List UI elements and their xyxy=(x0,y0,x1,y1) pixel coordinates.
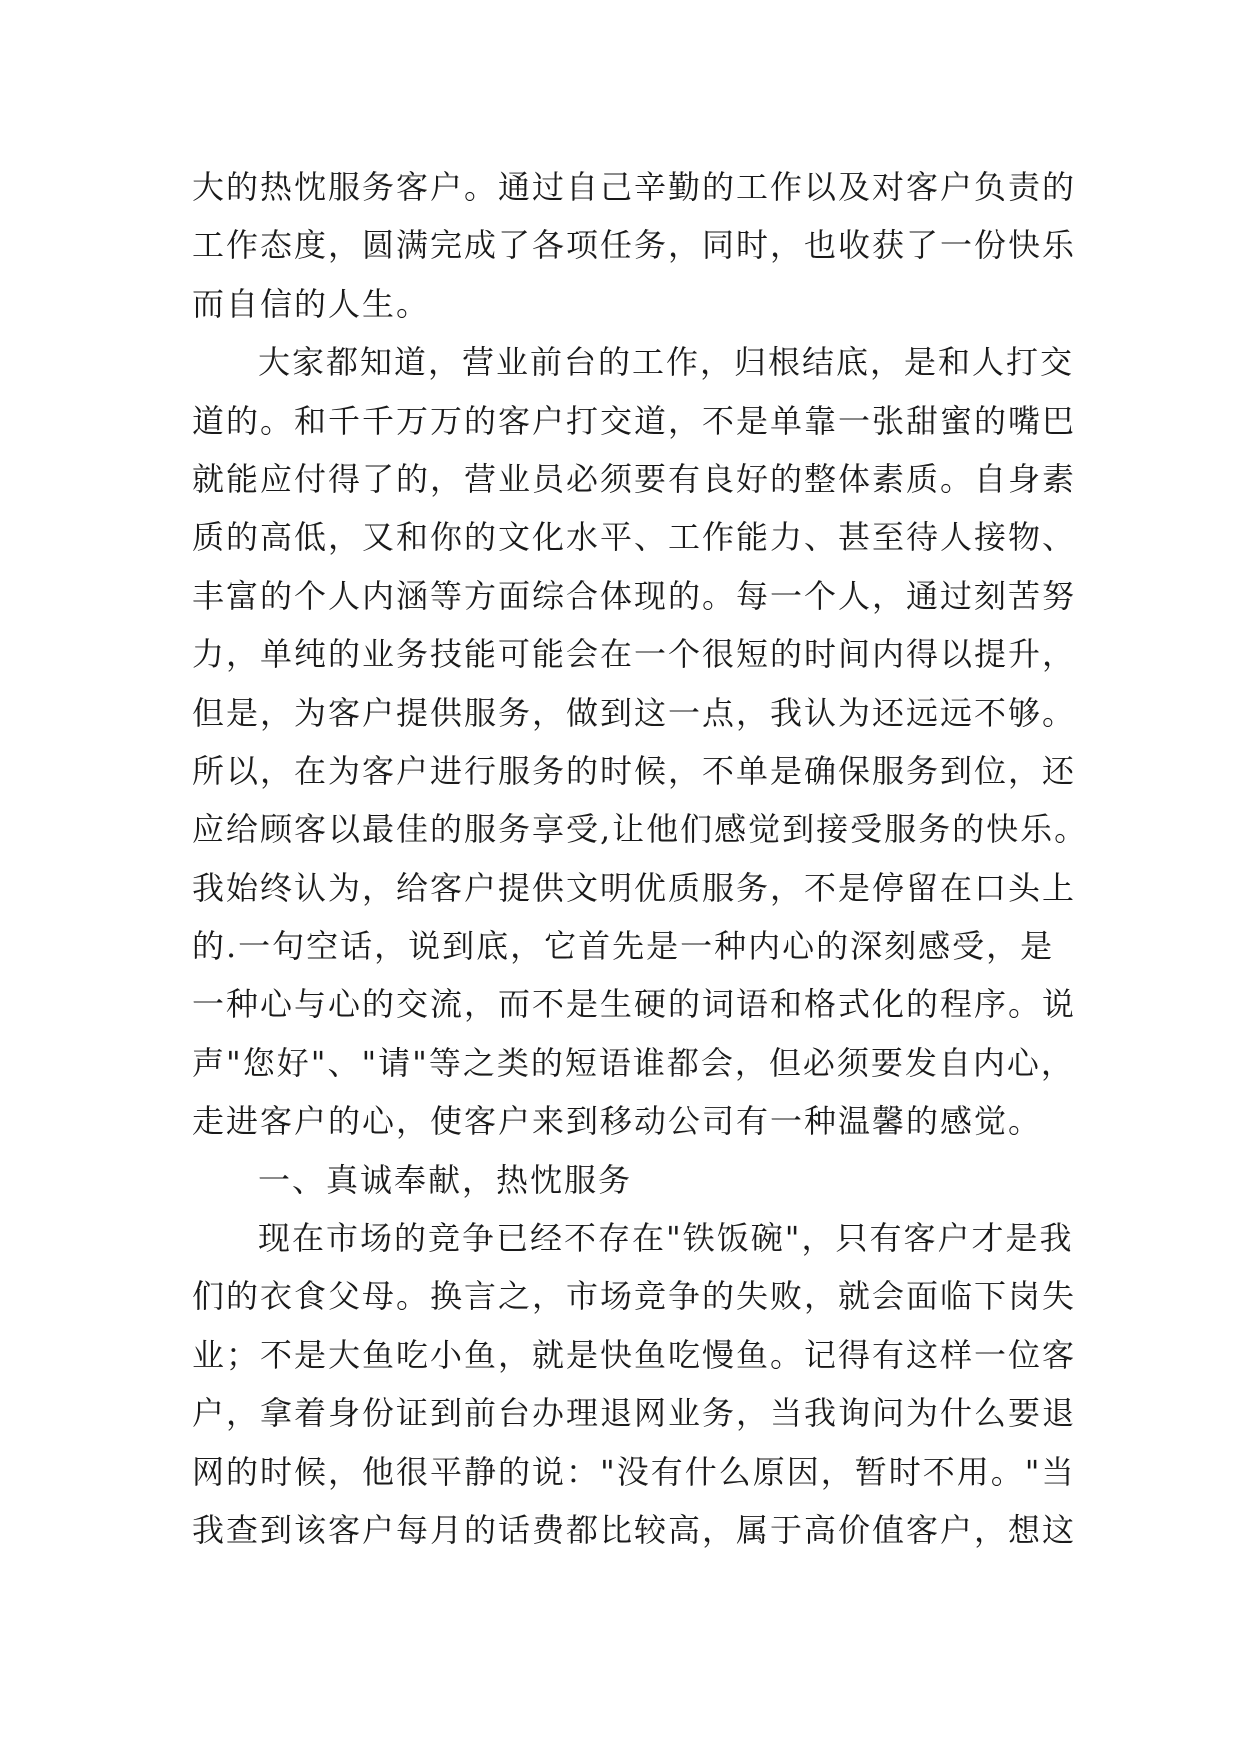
text-line: 所以，在为客户进行服务的时候，不单是确保服务到位，还 xyxy=(192,751,1077,790)
text-line: 业；不是大鱼吃小鱼，就是快鱼吃慢鱼。记得有这样一位客 xyxy=(192,1335,1077,1374)
text-line: 户，拿着身份证到前台办理退网业务，当我询问为什么要退 xyxy=(192,1394,1077,1433)
text-line: 现在市场的竞争已经不存在"铁饭碗"，只有客户才是我 xyxy=(258,1219,1074,1258)
text-line: 而自信的人生。 xyxy=(192,284,431,323)
text-line: 网的时候，他很平静的说："没有什么原因，暂时不用。"当 xyxy=(192,1452,1076,1491)
text-line: 们的衣食父母。换言之，市场竞争的失败，就会面临下岗失 xyxy=(192,1277,1077,1316)
text-line: 丰富的个人内涵等方面综合体现的。每一个人，通过刻苦努 xyxy=(192,576,1077,615)
text-line: 一种心与心的交流，而不是生硬的词语和格式化的程序。说 xyxy=(192,985,1077,1024)
text-line: 但是，为客户提供服务，做到这一点，我认为还远远不够。 xyxy=(192,693,1077,732)
text-line: 走进客户的心，使客户来到移动公司有一种温馨的感觉。 xyxy=(192,1102,1043,1141)
text-line: 我始终认为，给客户提供文明优质服务，不是停留在口头上 xyxy=(192,868,1077,907)
text-line: 一、真诚奉献，热忱服务 xyxy=(258,1160,633,1199)
text-line: 的.一句空话，说到底，它首先是一种内心的深刻感受，是 xyxy=(192,927,1055,966)
text-line: 大家都知道，营业前台的工作，归根结底，是和人打交 xyxy=(258,343,1075,382)
document-body xyxy=(192,158,1092,1559)
text-line: 就能应付得了的，营业员必须要有良好的整体素质。自身素 xyxy=(192,459,1077,498)
text-line: 应给顾客以最佳的服务享受,让他们感觉到接受服务的快乐。 xyxy=(192,810,1089,849)
text-line: 道的。和千千万万的客户打交道，不是单靠一张甜蜜的嘴巴 xyxy=(192,401,1077,440)
text-line: 质的高低，又和你的文化水平、工作能力、甚至待人接物、 xyxy=(192,518,1077,557)
text-line: 声"您好"、"请"等之类的短语谁都会，但必须要发自内心， xyxy=(192,1043,1075,1082)
text-line: 我查到该客户每月的话费都比较高，属于高价值客户，想这 xyxy=(192,1510,1077,1549)
text-line: 大的热忱服务客户。通过自己辛勤的工作以及对客户负责的 xyxy=(192,168,1077,206)
text-line: 工作态度，圆满完成了各项任务，同时，也收获了一份快乐 xyxy=(192,226,1077,265)
text-line: 力，单纯的业务技能可能会在一个很短的时间内得以提升， xyxy=(192,635,1077,674)
